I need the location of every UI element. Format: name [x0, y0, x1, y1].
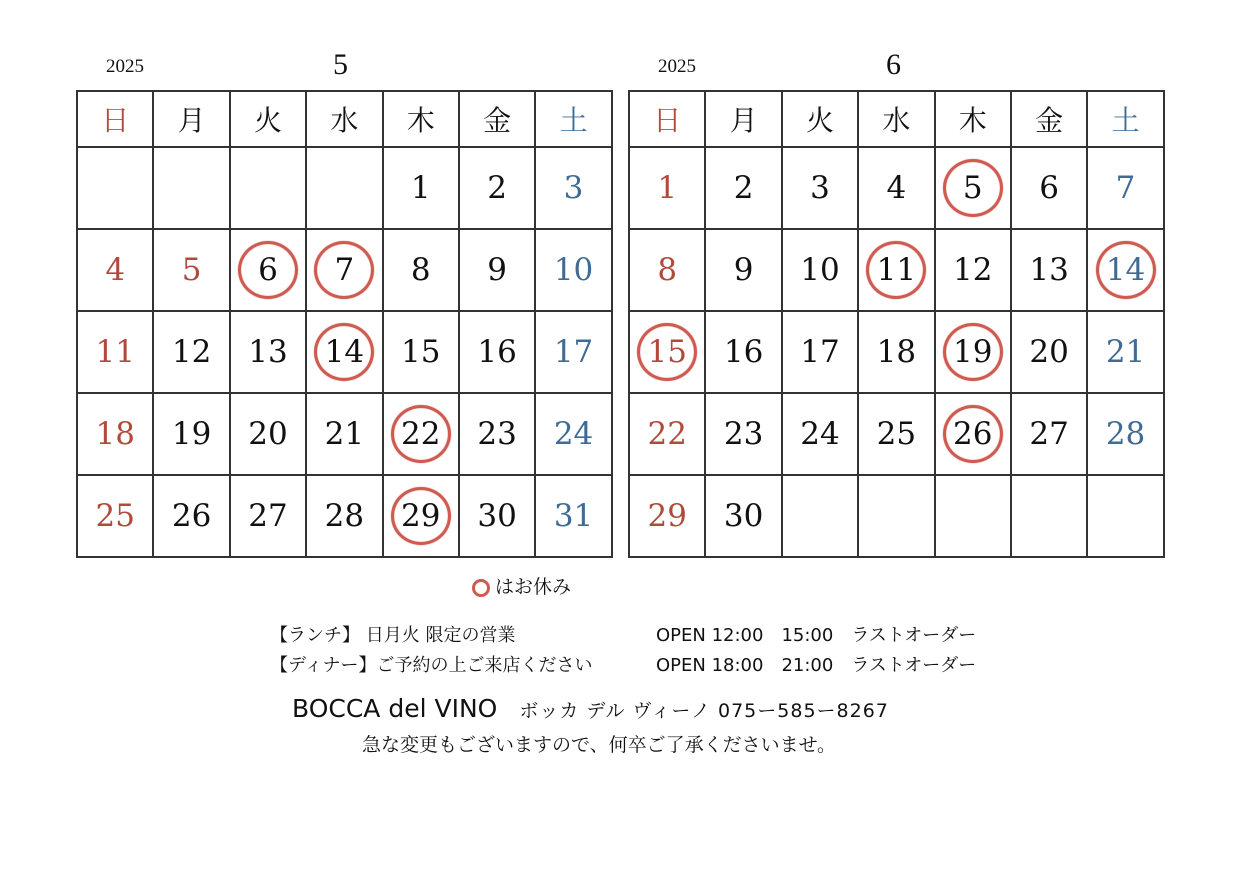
day-cell: [459, 475, 535, 557]
day-number: 24: [800, 416, 840, 452]
day-cell: [629, 311, 705, 393]
calendar-header: [628, 48, 1165, 90]
year-label: 2025: [658, 56, 696, 77]
month-label: 6: [886, 48, 901, 81]
day-cell: [1011, 229, 1087, 311]
day-cell: [935, 147, 1011, 229]
legend-text: はお休み: [495, 576, 572, 598]
dinner-label: 【ディナー】ご予約の上ご来店ください: [270, 655, 593, 676]
day-number: 1: [657, 170, 678, 206]
day-cell: [77, 475, 153, 557]
circle-icon: [472, 579, 490, 597]
day-cell: [629, 475, 705, 557]
empty-cell: [77, 147, 153, 229]
day-number: 5: [962, 170, 983, 206]
day-number: 6: [1039, 170, 1060, 206]
day-number: 21: [1105, 334, 1146, 370]
shop-kana-phone: ボッカ デル ヴィーノ 075ー585ー8267: [519, 700, 889, 722]
day-cell: [535, 147, 611, 229]
day-number: 16: [723, 334, 764, 370]
weekday-header: 木: [383, 91, 459, 147]
day-cell: [230, 475, 306, 557]
day-cell: [705, 475, 781, 557]
day-number: 14: [1105, 252, 1146, 288]
day-number: 22: [401, 416, 441, 452]
day-cell: [629, 393, 705, 475]
empty-cell: [858, 475, 934, 557]
day-number: 10: [553, 252, 594, 288]
day-cell: [230, 311, 306, 393]
day-cell: [459, 311, 535, 393]
empty-cell: [230, 147, 306, 229]
day-number: 19: [171, 416, 212, 452]
day-number: 12: [171, 334, 212, 370]
day-cell: [1087, 147, 1163, 229]
day-cell: [858, 393, 934, 475]
weekday-header: 木: [935, 91, 1011, 147]
day-number: 8: [657, 252, 678, 288]
day-number: 20: [1029, 334, 1069, 370]
day-cell: [1087, 311, 1163, 393]
day-cell: [782, 311, 858, 393]
notice: 急な変更もございますので、何卒ご了承くださいませ。: [362, 734, 837, 756]
day-cell: [1011, 393, 1087, 475]
empty-cell: [306, 147, 382, 229]
day-cell: [306, 311, 382, 393]
day-cell: [535, 311, 611, 393]
day-number: 3: [563, 170, 584, 206]
day-cell: [935, 311, 1011, 393]
day-cell: [535, 229, 611, 311]
day-number: 9: [487, 252, 508, 288]
day-number: 12: [953, 252, 993, 288]
day-number: 11: [95, 334, 135, 370]
day-cell: [459, 229, 535, 311]
day-number: 30: [477, 498, 517, 534]
day-cell: [935, 229, 1011, 311]
calendar-header: [76, 48, 613, 90]
empty-cell: [935, 475, 1011, 557]
day-number: 18: [876, 334, 917, 370]
day-number: 2: [733, 170, 754, 206]
day-number: 29: [401, 498, 441, 534]
calendar-grid: [76, 90, 613, 558]
day-cell: [306, 393, 382, 475]
day-number: 23: [477, 416, 517, 452]
day-number: 16: [477, 334, 517, 370]
day-cell: [782, 229, 858, 311]
day-number: 14: [324, 334, 365, 370]
day-cell: [153, 393, 229, 475]
day-cell: [77, 393, 153, 475]
empty-cell: [1011, 475, 1087, 557]
weekday-header: 日: [77, 91, 153, 147]
day-number: 15: [647, 334, 687, 370]
day-cell: [383, 311, 459, 393]
day-number: 5: [181, 252, 202, 288]
shop-name: BOCCA del VINO: [292, 694, 498, 723]
lunch-hours: OPEN 12:00 15:00 ラストオーダー: [656, 625, 977, 646]
day-cell: [858, 229, 934, 311]
legend: [472, 572, 571, 599]
day-number: 2: [487, 170, 508, 206]
dinner-hours: OPEN 18:00 21:00 ラストオーダー: [656, 655, 977, 676]
day-cell: [705, 229, 781, 311]
weekday-header: 金: [1011, 91, 1087, 147]
day-cell: [1087, 393, 1163, 475]
day-cell: [629, 147, 705, 229]
day-cell: [383, 147, 459, 229]
day-cell: [459, 393, 535, 475]
day-number: 21: [324, 416, 365, 452]
day-cell: [935, 393, 1011, 475]
day-number: 26: [171, 498, 212, 534]
day-cell: [782, 393, 858, 475]
weekday-header: 月: [705, 91, 781, 147]
day-number: 6: [258, 252, 278, 288]
weekday-header: 水: [306, 91, 382, 147]
weekday-header: 土: [1087, 91, 1163, 147]
day-cell: [858, 147, 934, 229]
day-number: 19: [953, 334, 993, 370]
day-cell: [705, 311, 781, 393]
day-number: 13: [1029, 252, 1069, 288]
year-label: 2025: [106, 56, 144, 77]
day-cell: [77, 229, 153, 311]
day-number: 31: [553, 498, 594, 534]
day-cell: [77, 311, 153, 393]
day-number: 13: [248, 334, 288, 370]
day-number: 30: [723, 498, 764, 534]
month-label: 5: [333, 48, 348, 81]
day-number: 3: [810, 170, 830, 206]
lunch-label: 【ランチ】 日月火 限定の営業: [270, 625, 516, 646]
day-number: 25: [95, 498, 135, 534]
empty-cell: [782, 475, 858, 557]
day-number: 7: [1115, 170, 1136, 206]
day-cell: [629, 229, 705, 311]
day-cell: [858, 311, 934, 393]
day-number: 20: [248, 416, 288, 452]
weekday-header: 火: [230, 91, 306, 147]
day-number: 23: [723, 416, 764, 452]
empty-cell: [1087, 475, 1163, 557]
day-cell: [306, 475, 382, 557]
day-number: 25: [876, 416, 917, 452]
day-number: 28: [1105, 416, 1146, 452]
day-number: 27: [1029, 416, 1069, 452]
day-cell: [383, 229, 459, 311]
day-number: 24: [553, 416, 594, 452]
weekday-header: 火: [782, 91, 858, 147]
day-cell: [535, 393, 611, 475]
weekday-header: 日: [629, 91, 705, 147]
day-number: 15: [401, 334, 441, 370]
day-cell: [1087, 229, 1163, 311]
day-cell: [230, 229, 306, 311]
day-number: 9: [733, 252, 754, 288]
day-cell: [459, 147, 535, 229]
day-number: 4: [105, 252, 126, 288]
day-cell: [153, 475, 229, 557]
weekday-header: 水: [858, 91, 934, 147]
day-number: 22: [647, 416, 687, 452]
calendar-may: [76, 48, 613, 558]
day-number: 7: [334, 252, 355, 288]
day-number: 18: [95, 416, 135, 452]
day-number: 26: [953, 416, 993, 452]
day-cell: [535, 475, 611, 557]
day-number: 17: [800, 334, 840, 370]
day-cell: [1011, 311, 1087, 393]
day-cell: [383, 475, 459, 557]
weekday-header: 金: [459, 91, 535, 147]
calendar-grid: [628, 90, 1165, 558]
day-number: 27: [248, 498, 288, 534]
day-cell: [153, 311, 229, 393]
day-number: 10: [800, 252, 840, 288]
day-cell: [230, 393, 306, 475]
day-cell: [705, 393, 781, 475]
weekday-header: 土: [535, 91, 611, 147]
day-number: 29: [647, 498, 687, 534]
day-cell: [705, 147, 781, 229]
day-cell: [153, 229, 229, 311]
day-number: 8: [410, 252, 431, 288]
weekday-header: 月: [153, 91, 229, 147]
day-cell: [782, 147, 858, 229]
calendar-june: [628, 48, 1165, 558]
day-number: 28: [324, 498, 365, 534]
day-cell: [306, 229, 382, 311]
day-number: 1: [410, 170, 431, 206]
day-number: 11: [876, 252, 917, 288]
day-number: 4: [886, 170, 907, 206]
day-cell: [383, 393, 459, 475]
empty-cell: [153, 147, 229, 229]
day-number: 17: [553, 334, 594, 370]
shop-info: [292, 694, 889, 723]
day-cell: [1011, 147, 1087, 229]
